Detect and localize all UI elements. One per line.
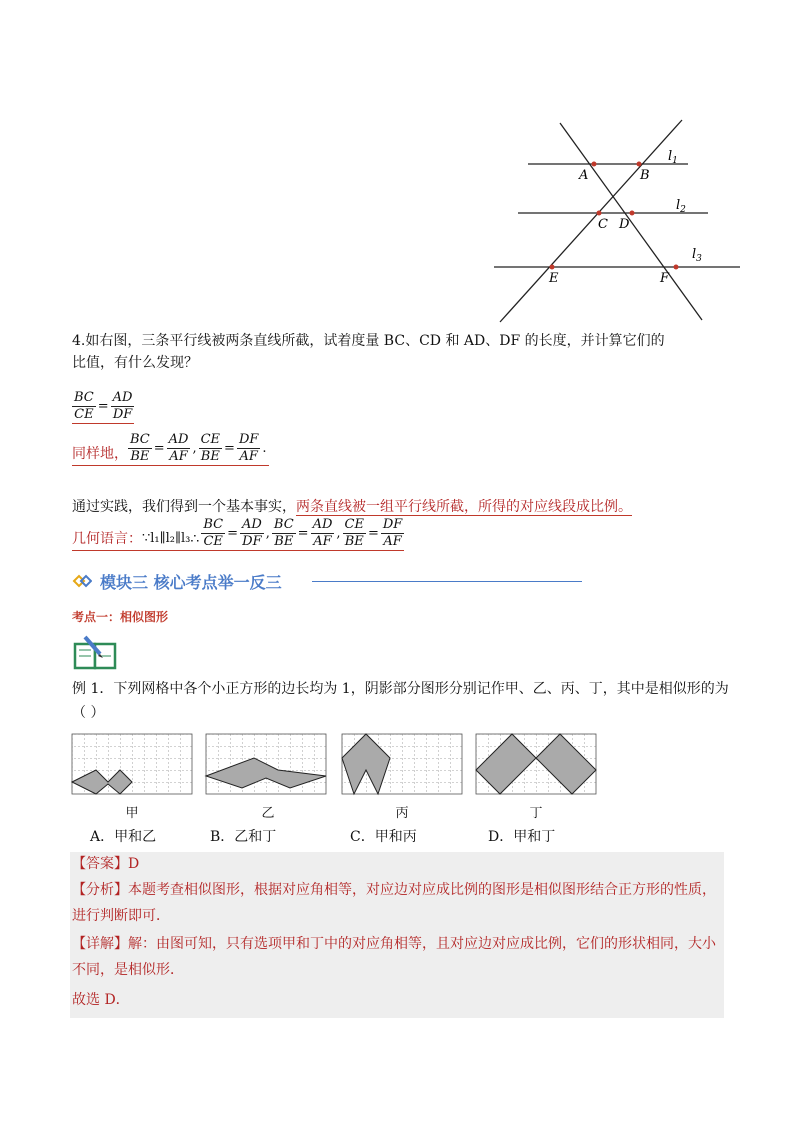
frac-num: DF [238, 432, 259, 447]
answer-value: D [128, 856, 140, 872]
kaodian-label: 考点一：相似图形 [72, 610, 169, 624]
example-line1: 例 1．下列网格中各个小正方形的边长均为 1，阴影部分图形分别记作甲、乙、丙、丁，其中是相似形的为 [72, 681, 729, 697]
frac-num: BC [130, 432, 150, 447]
frac-den: BE [274, 534, 294, 549]
frac-num: AD [241, 517, 262, 532]
grid-label-bing: 丙 [395, 806, 409, 821]
analysis-label: 【分析】 [72, 882, 128, 898]
grid-label-ding: 丁 [529, 806, 543, 821]
geo-because: ∵l₁∥l₂∥l₃ [142, 531, 191, 546]
module-rule [312, 581, 582, 582]
point-label-E: E [549, 271, 559, 286]
frac-den: AF [169, 449, 188, 464]
answer-block [70, 852, 724, 1018]
point-label-C: C [598, 217, 608, 232]
line-label-l2: $l_2$ [676, 198, 686, 215]
detail-text1: 解：由图可知，只有选项甲和丁中的对应角相等，且对应边对应成比例，它们的形状相同，大小 [128, 936, 716, 952]
frac-den: AF [383, 534, 402, 549]
option-b: B．乙和丁 [210, 829, 277, 845]
frac-num: AD [312, 517, 333, 532]
frac-num: AD [168, 432, 189, 447]
practice-fact: 两条直线被一组平行线所截，所得的对应线段成比例。 [296, 499, 632, 515]
frac-den: AF [313, 534, 332, 549]
frac-num: DF [382, 517, 403, 532]
grid-bing [342, 734, 462, 794]
point-label-F: F [660, 271, 670, 286]
geo-language-line: 几何语言： ∵l₁∥l₂∥l₃ ∴ $\frac{BC}{CE}$ = $\frac{AD}{DF}$ , $\frac{BC}{BE}$ = $\frac{AD}{AF}$ , $\frac{CE}{BE}$ = $\frac{DF}{AF}$ [72, 517, 403, 549]
answer-label: 【答案】 [72, 856, 128, 872]
practice-line [72, 496, 632, 518]
book-pencil-icon [72, 634, 120, 672]
grid-yi [206, 734, 326, 794]
frac-den: CE [74, 407, 94, 422]
diamond-icon [72, 573, 92, 589]
option-d: D．甲和丁 [488, 829, 556, 845]
line-label-l1: $l_1$ [668, 149, 678, 166]
detail-line1 [72, 933, 716, 955]
option-c: C．甲和丙 [350, 829, 417, 845]
practice-prefix: 通过实践，我们得到一个基本事实， [72, 499, 296, 515]
frac-num: AD [112, 390, 133, 405]
grid-label-yi: 乙 [261, 806, 275, 821]
module-title: 模块三 核心考点举一反三 [100, 573, 282, 592]
line-label-l3: $l_3$ [692, 247, 702, 264]
point-label-D: D [619, 217, 630, 232]
frac-num: CE [200, 432, 221, 447]
frac-num: CE [344, 517, 364, 532]
similarly-label: 同样地， [72, 446, 128, 462]
frac-den: BE [130, 449, 150, 464]
frac-num: BC [203, 517, 224, 532]
answer-line [72, 853, 139, 875]
geo-label: 几何语言： [72, 531, 142, 547]
point-label-B: B [640, 168, 650, 183]
frac-den: BE [344, 534, 364, 549]
frac-den: BE [200, 449, 220, 464]
frac-num: BC [74, 390, 94, 405]
frac-den: DF [242, 534, 262, 549]
analysis-text1: 本题考查相似图形，根据对应角相等，对应边对应成比例的图形是相似图形结合正方形的性质， [128, 882, 716, 898]
frac-line-1: $\frac{BC}{CE}$ = $\frac{AD}{DF}$ [74, 390, 133, 422]
detail-text2: 不同，是相似形． [72, 962, 184, 978]
detail-label: 【详解】 [72, 936, 128, 952]
frac-den: AF [239, 449, 258, 464]
frac-den: DF [112, 407, 133, 422]
point-label-A: A [579, 168, 589, 183]
grid-label-jia: 甲 [125, 806, 139, 821]
similarly-line: 同样地， $\frac{BC}{BE}$ = $\frac{AD}{AF}$ , $\frac{CE}{BE}$ = $\frac{DF}{AF}$ . [72, 432, 267, 464]
module-header [72, 570, 582, 592]
example-line2: （ ） [72, 705, 105, 721]
frac-den: CE [203, 534, 223, 549]
option-a: A．甲和乙 [90, 829, 157, 845]
analysis-text2: 进行判断即可． [72, 908, 170, 924]
q4-text-line2: 比值，有什么发现？ [72, 355, 198, 371]
geo-therefore: ∴ [190, 531, 200, 547]
parallel-lines-figure [490, 115, 750, 325]
grid-figures [70, 732, 600, 797]
analysis-line1 [72, 879, 716, 901]
grid-jia [72, 734, 192, 794]
grid-ding [476, 734, 596, 794]
frac-num: BC [273, 517, 294, 532]
conclusion: 故选 D． [72, 992, 130, 1008]
q4-text-line1: 4.如右图，三条平行线被两条直线所截，试着度量 BC、CD 和 AD、DF 的长度，并计算它们的 [72, 333, 665, 349]
